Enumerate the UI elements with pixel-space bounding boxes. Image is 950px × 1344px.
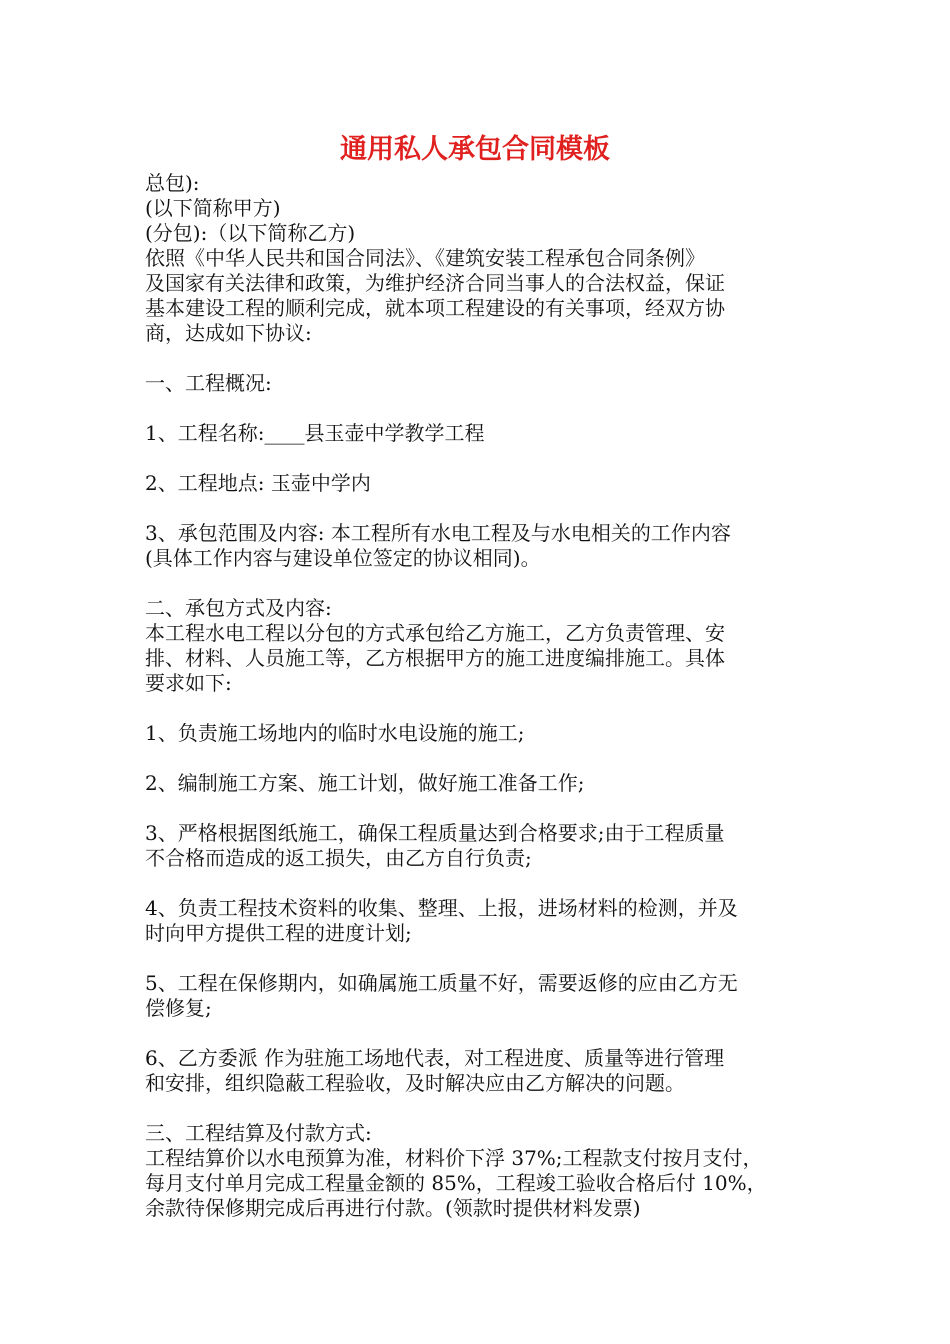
text-line: (具体工作内容与建设单位签定的协议相同)。 — [145, 546, 541, 570]
text-line: 3、承包范围及内容: 本工程所有水电工程及与水电相关的工作内容 — [145, 521, 731, 545]
document-title: 通用私人承包合同模板 — [340, 134, 610, 165]
paragraph-spacer — [145, 796, 813, 821]
text-line: 1、负责施工场地内的临时水电设施的施工; — [145, 721, 525, 745]
text-line: 及国家有关法律和政策，为维护经济合同当事人的合法权益，保证 — [145, 271, 725, 295]
text-line: 4、负责工程技术资料的收集、整理、上报，进场材料的检测，并及 — [145, 896, 738, 920]
document-body — [145, 171, 813, 1221]
text-line: 商，达成如下协议: — [145, 321, 312, 345]
section-heading: 三、工程结算及付款方式: — [145, 1121, 372, 1145]
paragraph-spacer — [145, 746, 813, 771]
paragraph-spacer — [145, 346, 813, 371]
text-line: 2、编制施工方案、施工计划，做好施工准备工作; — [145, 771, 585, 795]
text-line: 排、材料、人员施工等，乙方根据甲方的施工进度编排施工。具体 — [145, 646, 725, 670]
text-line: 本工程水电工程以分包的方式承包给乙方施工，乙方负责管理、安 — [145, 621, 725, 645]
text-line: 6、乙方委派 作为驻施工场地代表，对工程进度、质量等进行管理 — [145, 1046, 725, 1070]
text-line: 偿修复; — [145, 996, 212, 1020]
text-line: 每月支付单月完成工程量金额的 85%，工程竣工验收合格后付 10%， — [145, 1171, 767, 1195]
text-line: 工程结算价以水电预算为准，材料价下浮 37%;工程款支付按月支付， — [145, 1146, 763, 1170]
paragraph-spacer — [145, 946, 813, 971]
paragraph-spacer — [145, 1096, 813, 1121]
text-line: 和安排，组织隐蔽工程验收，及时解决应由乙方解决的问题。 — [145, 1071, 685, 1095]
section-heading: 一、工程概况: — [145, 371, 272, 395]
text-line: 余款待保修期完成后再进行付款。(领款时提供材料发票) — [145, 1196, 641, 1220]
text-line: 1、工程名称:____县玉壶中学教学工程 — [145, 421, 485, 445]
paragraph-spacer — [145, 696, 813, 721]
paragraph-spacer — [145, 496, 813, 521]
paragraph-spacer — [145, 571, 813, 596]
text-line: 3、严格根据图纸施工，确保工程质量达到合格要求;由于工程质量 — [145, 821, 725, 845]
text-line: 基本建设工程的顺利完成，就本项工程建设的有关事项，经双方协 — [145, 296, 725, 320]
text-line: 时向甲方提供工程的进度计划; — [145, 921, 412, 945]
text-line: (分包):（以下简称乙方) — [145, 221, 356, 245]
text-line: 5、工程在保修期内，如确属施工质量不好，需要返修的应由乙方无 — [145, 971, 738, 995]
paragraph-spacer — [145, 396, 813, 421]
paragraph-spacer — [145, 871, 813, 896]
paragraph-spacer — [145, 446, 813, 471]
text-line: 总包): — [145, 171, 200, 195]
text-line: (以下简称甲方) — [145, 196, 281, 220]
text-line: 要求如下: — [145, 671, 232, 695]
text-line: 2、工程地点: 玉壶中学内 — [145, 471, 371, 495]
text-line: 不合格而造成的返工损失，由乙方自行负责; — [145, 846, 532, 870]
text-line: 依照《中华人民共和国合同法》、《建筑安装工程承包合同条例》 — [145, 246, 705, 270]
paragraph-spacer — [145, 1021, 813, 1046]
section-heading: 二、承包方式及内容: — [145, 596, 332, 620]
